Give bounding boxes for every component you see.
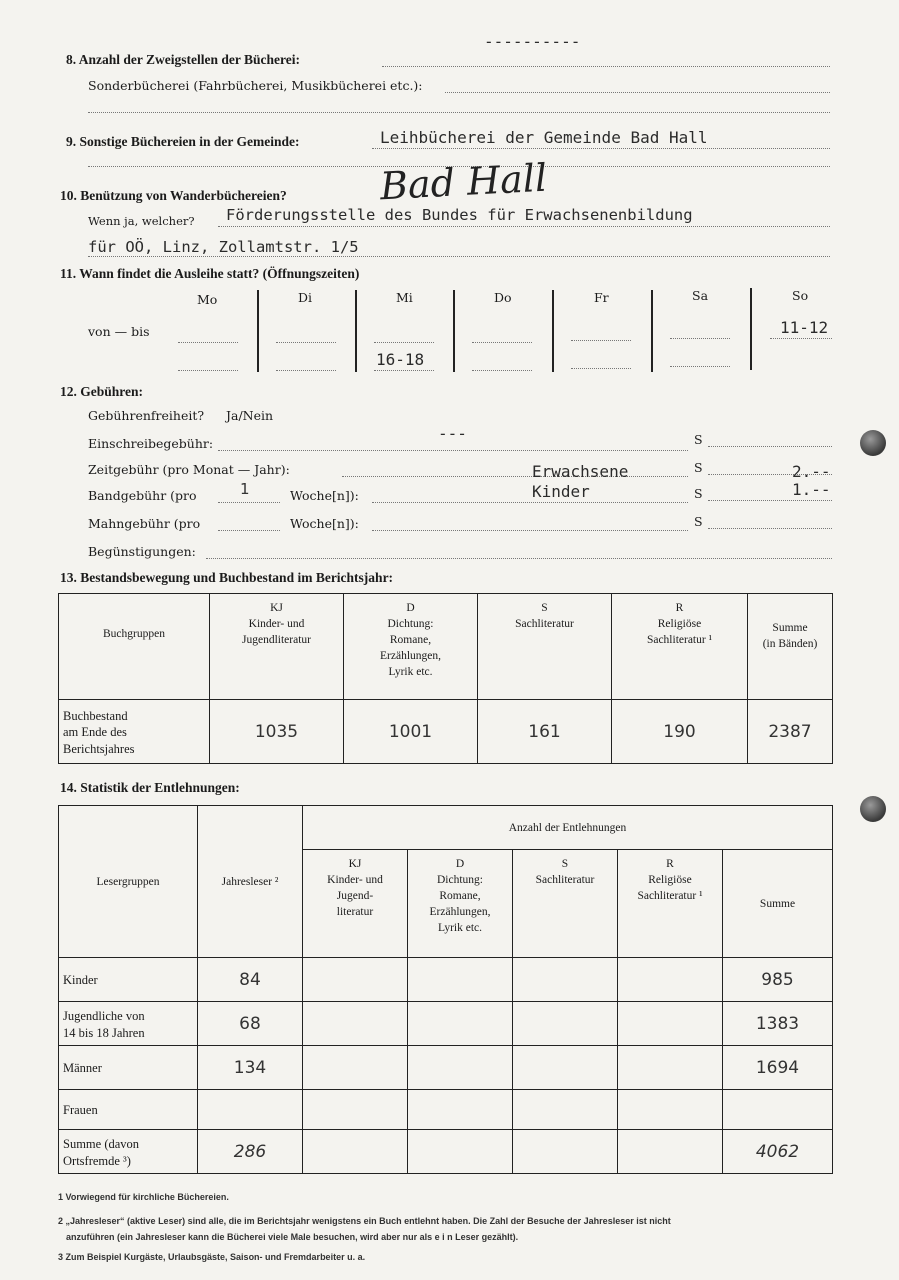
stock-table (58, 593, 833, 764)
col-summe: Summe (in Bänden) (748, 594, 833, 700)
col-d: D Dichtung: Romane, Erzählungen, Lyrik etc. (408, 850, 513, 958)
s12-mahn: Mahngebühr (pro (88, 516, 201, 531)
col-buchgruppen: Buchgruppen (59, 594, 210, 700)
s8-sub: Sonderbücherei (Fahrbücherei, Musikbücherei etc.): (88, 78, 423, 93)
day-so: So (792, 288, 809, 303)
summe-jugendliche: 1383 (723, 1002, 833, 1046)
s12-zeit-val: 2.-- (792, 462, 831, 481)
footnote-1: 1 Vorwiegend für kirchliche Büchereien. (58, 1192, 229, 1202)
group-header: Anzahl der Entlehnungen (303, 806, 833, 850)
s12-einschreib-val: --- (438, 424, 467, 443)
col-lesergruppen: Lesergruppen (59, 806, 198, 958)
row-jugendliche: Jugendliche von 14 bis 18 Jahren (59, 1002, 198, 1046)
s12-free-val: Ja/Nein (226, 408, 274, 423)
col-kj: KJ Kinder- und Jugend- literatur (303, 850, 408, 958)
s12-label: 12. Gebühren: (60, 384, 144, 399)
s11-label: 11. Wann findet die Ausleihe statt? (Öffnungszeiten) (60, 266, 360, 281)
punch-hole (860, 796, 886, 822)
leser-frauen (198, 1090, 303, 1130)
bestand-r: 190 (612, 700, 748, 764)
col-r: R Religiöse Sachliteratur ¹ (612, 594, 748, 700)
day-fr: Fr (594, 290, 609, 305)
s12-band-n: 1 (240, 480, 250, 498)
currency: S (694, 514, 703, 529)
loans-table (58, 805, 833, 1174)
s8-value: ---------- (484, 32, 581, 51)
leser-kinder: 84 (198, 958, 303, 1002)
summe-kinder: 985 (723, 958, 833, 1002)
summe-frauen (723, 1090, 833, 1130)
footnote-2b: anzuführen (ein Jahresleser kann die Bücherei viele Male besuchen, wird aber nur als e i n Leser gezählt). (66, 1232, 519, 1242)
col-kj: KJ Kinder- und Jugendliteratur (210, 594, 344, 700)
s10-value1: Förderungsstelle des Bundes für Erwachsenenbildung (226, 206, 693, 224)
s9-label: 9. Sonstige Büchereien in der Gemeinde: (66, 134, 300, 149)
punch-hole (860, 430, 886, 456)
s14-label: 14. Statistik der Entlehnungen: (60, 780, 240, 795)
currency: S (694, 460, 703, 475)
row-maenner: Männer (59, 1046, 198, 1090)
s12-mahn-b: Woche[n]): (290, 516, 359, 531)
currency: S (694, 486, 703, 501)
s10-value2: für OÖ, Linz, Zollamtstr. 1/5 (88, 238, 359, 256)
footnote-2: 2 „Jahresleser“ (aktive Leser) sind alle, die im Berichtsjahr wenigstens ein Buch entlehnt haben. Die Zahl der Besuche der Jahresleser ist nicht (58, 1216, 671, 1226)
col-r: R Religiöse Sachliteratur ¹ (618, 850, 723, 958)
s12-einschreib: Einschreibegebühr: (88, 436, 214, 451)
s10-handwritten: Bad Hall (378, 155, 549, 209)
col-jahresleser: Jahresleser ² (198, 806, 303, 958)
summe-total: 4062 (723, 1130, 833, 1174)
s12-zeit: Zeitgebühr (pro Monat — Jahr): (88, 462, 290, 477)
leser-jugendliche: 68 (198, 1002, 303, 1046)
s12-band-b: Woche[n]): (290, 488, 359, 503)
bestand-summe: 2387 (748, 700, 833, 764)
leser-summe: 286 (198, 1130, 303, 1174)
s12-zeit-note: Erwachsene (532, 462, 629, 481)
day-di: Di (298, 290, 313, 305)
day-mo: Mo (197, 292, 218, 307)
s8-label: 8. Anzahl der Zweigstellen der Bücherei: (66, 52, 300, 67)
day-do: Do (494, 290, 512, 305)
summe-maenner: 1694 (723, 1046, 833, 1090)
s12-band-note: Kinder (532, 482, 590, 501)
col-summe: Summe (723, 850, 833, 958)
bestand-d: 1001 (344, 700, 478, 764)
s10-question: Wenn ja, welcher? (88, 214, 195, 228)
s12-band: Bandgebühr (pro (88, 488, 197, 503)
s9-value: Leihbücherei der Gemeinde Bad Hall (380, 128, 708, 147)
bestand-s: 161 (478, 700, 612, 764)
currency: S (694, 432, 703, 447)
s12-free: Gebührenfreiheit? (88, 408, 205, 423)
so-time: 11-12 (780, 318, 829, 337)
leser-maenner: 134 (198, 1046, 303, 1090)
s13-label: 13. Bestandsbewegung und Buchbestand im Berichtsjahr: (60, 570, 394, 585)
row-kinder: Kinder (59, 958, 198, 1002)
footnote-3: 3 Zum Beispiel Kurgäste, Urlaubsgäste, Saison- und Fremdarbeiter u. a. (58, 1252, 366, 1262)
row-summe: Summe (davon Ortsfremde ³) (59, 1130, 198, 1174)
col-d: D Dichtung: Romane, Erzählungen, Lyrik etc. (344, 594, 478, 700)
row-buchbestand: Buchbestand am Ende des Berichtsjahres (59, 700, 210, 764)
s12-band-val: 1.-- (792, 480, 831, 499)
s10-label: 10. Benützung von Wanderbüchereien? (60, 188, 287, 203)
bestand-kj: 1035 (210, 700, 344, 764)
s11-row-label: von — bis (88, 324, 150, 339)
day-sa: Sa (692, 288, 709, 303)
s12-beg: Begünstigungen: (88, 544, 196, 559)
day-mi: Mi (396, 290, 413, 305)
col-s: S Sachliteratur (513, 850, 618, 958)
row-frauen: Frauen (59, 1090, 198, 1130)
mi-time: 16-18 (376, 350, 425, 369)
col-s: S Sachliteratur (478, 594, 612, 700)
